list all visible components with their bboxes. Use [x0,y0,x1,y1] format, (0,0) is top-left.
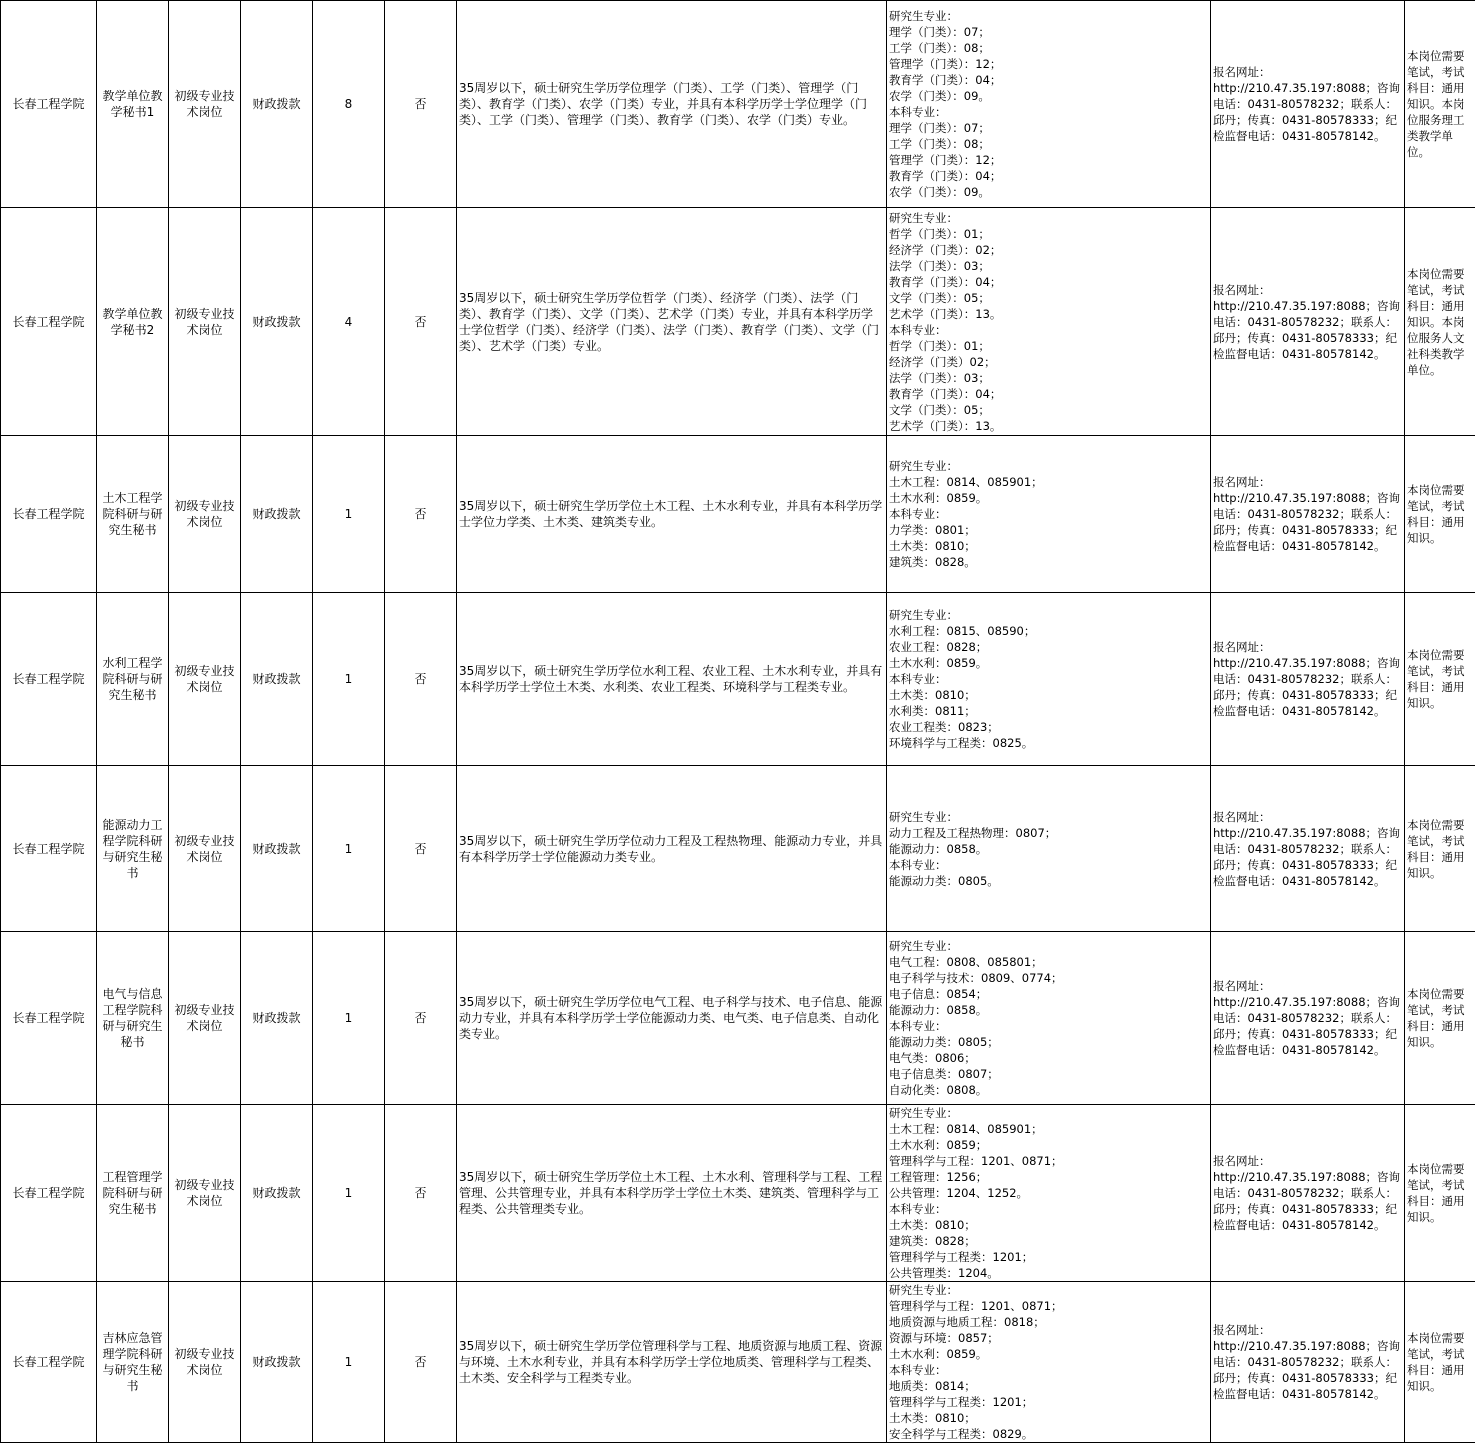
position-cell: 工程管理学院科研与研究生秘书 [97,1105,169,1282]
funding-cell: 财政拨款 [241,436,313,593]
remarks-cell: 本岗位需要笔试，考试科目：通用知识。 [1405,593,1475,766]
count-cell: 1 [313,766,385,932]
position-cell: 吉林应急管理学院科研与研究生秘书 [97,1282,169,1443]
flag-cell: 否 [385,1282,457,1443]
remarks-cell: 本岗位需要笔试，考试科目：通用知识。 [1405,932,1475,1105]
table-row [1,932,1475,1105]
remarks-cell: 本岗位需要笔试，考试科目：通用知识。 [1405,1282,1475,1443]
count-cell: 1 [313,1105,385,1282]
position-cell: 能源动力工程学院科研与研究生秘书 [97,766,169,932]
flag-cell: 否 [385,208,457,436]
count-cell: 1 [313,932,385,1105]
majors-cell: 研究生专业： 理学（门类）：07； 工学（门类）：08； 管理学（门类）：12； 教育学（门类）：04； 农学（门类）：09。 本科专业： 理学（门类）：07； 工学（门类）：08； 管理学（门类）：12； 教育学（门类）：04； 农学（门类）：09。 [887,1,1211,208]
count-cell: 1 [313,436,385,593]
requirement-cell: 35周岁以下，硕士研究生学历学位土木工程、土木水利、管理科学与工程、工程管理、公共管理专业，并具有本科学历学士学位土木类、建筑类、管理科学与工程类、公共管理类专业。 [457,1105,887,1282]
table-row [1,1105,1475,1282]
majors-cell: 研究生专业： 水利工程：0815、08590； 农业工程：0828； 土木水利：0859。 本科专业： 土木类：0810； 水利类：0811； 农业工程类：0823； 环境科学与工程类：0825。 [887,593,1211,766]
count-cell: 1 [313,593,385,766]
funding-cell: 财政拨款 [241,766,313,932]
contact-cell: 报名网址：http://210.47.35.197:8088；咨询电话：0431-80578232；联系人：邱丹；传真：0431-80578333；纪检监督电话：0431-80578142。 [1211,1282,1405,1443]
funding-cell: 财政拨款 [241,593,313,766]
requirement-cell: 35周岁以下，硕士研究生学历学位哲学（门类）、经济学（门类）、法学（门类）、教育学（门类）、文学（门类）、艺术学（门类）专业，并具有本科学历学士学位哲学（门类）、经济学（门类）、法学（门类）、教育学（门类）、文学（门类）、艺术学（门类）专业。 [457,208,887,436]
unit-cell: 长春工程学院 [1,593,97,766]
position-cell: 教学单位教学秘书2 [97,208,169,436]
flag-cell: 否 [385,766,457,932]
majors-cell: 研究生专业： 土木工程：0814、085901； 土木水利：0859； 管理科学与工程：1201、0871； 工程管理：1256； 公共管理：1204、1252。 本科专业： 土木类：0810； 建筑类：0828； 管理科学与工程类：1201； 公共管理类：1204。 [887,1105,1211,1282]
unit-cell: 长春工程学院 [1,1105,97,1282]
unit-cell: 长春工程学院 [1,1,97,208]
post-type-cell: 初级专业技术岗位 [169,932,241,1105]
table-row [1,208,1475,436]
count-cell: 1 [313,1282,385,1443]
contact-cell: 报名网址：http://210.47.35.197:8088；咨询电话：0431-80578232；联系人：邱丹；传真：0431-80578333；纪检监督电话：0431-80578142。 [1211,1105,1405,1282]
post-type-cell: 初级专业技术岗位 [169,436,241,593]
unit-cell: 长春工程学院 [1,932,97,1105]
position-cell: 电气与信息工程学院科研与研究生秘书 [97,932,169,1105]
table-row [1,593,1475,766]
unit-cell: 长春工程学院 [1,436,97,593]
flag-cell: 否 [385,1,457,208]
majors-cell: 研究生专业： 土木工程：0814、085901； 土木水利：0859。 本科专业： 力学类：0801； 土木类：0810； 建筑类：0828。 [887,436,1211,593]
unit-cell: 长春工程学院 [1,1282,97,1443]
table-row [1,1282,1475,1443]
requirement-cell: 35周岁以下，硕士研究生学历学位管理科学与工程、地质资源与地质工程、资源与环境、土木水利专业，并具有本科学历学士学位地质类、管理科学与工程类、土木类、安全科学与工程类专业。 [457,1282,887,1443]
position-cell: 土木工程学院科研与研究生秘书 [97,436,169,593]
remarks-cell: 本岗位需要笔试，考试科目：通用知识。本岗位服务人文社科类教学单位。 [1405,208,1475,436]
post-type-cell: 初级专业技术岗位 [169,1,241,208]
post-type-cell: 初级专业技术岗位 [169,1282,241,1443]
requirement-cell: 35周岁以下，硕士研究生学历学位土木工程、土木水利专业，并具有本科学历学士学位力学类、土木类、建筑类专业。 [457,436,887,593]
contact-cell: 报名网址：http://210.47.35.197:8088；咨询电话：0431-80578232；联系人：邱丹；传真：0431-80578333；纪检监督电话：0431-80578142。 [1211,593,1405,766]
table-row [1,766,1475,932]
requirement-cell: 35周岁以下，硕士研究生学历学位动力工程及工程热物理、能源动力专业，并具有本科学历学士学位能源动力类专业。 [457,766,887,932]
flag-cell: 否 [385,593,457,766]
post-type-cell: 初级专业技术岗位 [169,593,241,766]
unit-cell: 长春工程学院 [1,208,97,436]
funding-cell: 财政拨款 [241,1105,313,1282]
requirement-cell: 35周岁以下，硕士研究生学历学位水利工程、农业工程、土木水利专业，并具有本科学历学士学位土木类、水利类、农业工程类、环境科学与工程类专业。 [457,593,887,766]
funding-cell: 财政拨款 [241,208,313,436]
remarks-cell: 本岗位需要笔试，考试科目：通用知识。 [1405,766,1475,932]
flag-cell: 否 [385,436,457,593]
majors-cell: 研究生专业： 动力工程及工程热物理：0807； 能源动力：0858。 本科专业： 能源动力类：0805。 [887,766,1211,932]
contact-cell: 报名网址：http://210.47.35.197:8088；咨询电话：0431-80578232；联系人：邱丹；传真：0431-80578333；纪检监督电话：0431-80578142。 [1211,208,1405,436]
flag-cell: 否 [385,1105,457,1282]
requirement-cell: 35周岁以下，硕士研究生学历学位电气工程、电子科学与技术、电子信息、能源动力专业，并具有本科学历学士学位能源动力类、电气类、电子信息类、自动化类专业。 [457,932,887,1105]
count-cell: 8 [313,1,385,208]
table-row [1,436,1475,593]
majors-cell: 研究生专业： 管理科学与工程：1201、0871； 地质资源与地质工程：0818； 资源与环境：0857； 土木水利：0859。 本科专业： 地质类：0814； 管理科学与工程类：1201； 土木类：0810； 安全科学与工程类：0829。 [887,1282,1211,1443]
majors-cell: 研究生专业： 哲学（门类）：01； 经济学（门类）：02； 法学（门类）：03； 教育学（门类）：04； 文学（门类）：05； 艺术学（门类）：13。 本科专业： 哲学（门类）：01； 经济学（门类）02； 法学（门类）：03； 教育学（门类）：04； 文学（门类）：05； 艺术学（门类）：13。 [887,208,1211,436]
position-cell: 水利工程学院科研与研究生秘书 [97,593,169,766]
funding-cell: 财政拨款 [241,932,313,1105]
post-type-cell: 初级专业技术岗位 [169,766,241,932]
remarks-cell: 本岗位需要笔试，考试科目：通用知识。 [1405,1105,1475,1282]
majors-cell: 研究生专业： 电气工程：0808、085801； 电子科学与技术：0809、0774； 电子信息：0854； 能源动力：0858。 本科专业： 能源动力类：0805； 电气类：0806； 电子信息类：0807； 自动化类：0808。 [887,932,1211,1105]
funding-cell: 财政拨款 [241,1,313,208]
count-cell: 4 [313,208,385,436]
post-type-cell: 初级专业技术岗位 [169,1105,241,1282]
post-type-cell: 初级专业技术岗位 [169,208,241,436]
contact-cell: 报名网址：http://210.47.35.197:8088；咨询电话：0431-80578232；联系人：邱丹；传真：0431-80578333；纪检监督电话：0431-80578142。 [1211,1,1405,208]
contact-cell: 报名网址：http://210.47.35.197:8088；咨询电话：0431-80578232；联系人：邱丹；传真：0431-80578333；纪检监督电话：0431-80578142。 [1211,436,1405,593]
unit-cell: 长春工程学院 [1,766,97,932]
contact-cell: 报名网址：http://210.47.35.197:8088；咨询电话：0431-80578232；联系人：邱丹；传真：0431-80578333；纪检监督电话：0431-80578142。 [1211,766,1405,932]
flag-cell: 否 [385,932,457,1105]
contact-cell: 报名网址：http://210.47.35.197:8088；咨询电话：0431-80578232；联系人：邱丹；传真：0431-80578333；纪检监督电话：0431-80578142。 [1211,932,1405,1105]
remarks-cell: 本岗位需要笔试，考试科目：通用知识。 [1405,436,1475,593]
position-cell: 教学单位教学秘书1 [97,1,169,208]
remarks-cell: 本岗位需要笔试，考试科目：通用知识。本岗位服务理工类教学单位。 [1405,1,1475,208]
table-row [1,1,1475,208]
requirement-cell: 35周岁以下，硕士研究生学历学位理学（门类）、工学（门类）、管理学（门类）、教育学（门类）、农学（门类）专业，并具有本科学历学士学位理学（门类）、工学（门类）、管理学（门类）、教育学（门类）、农学（门类）专业。 [457,1,887,208]
funding-cell: 财政拨款 [241,1282,313,1443]
